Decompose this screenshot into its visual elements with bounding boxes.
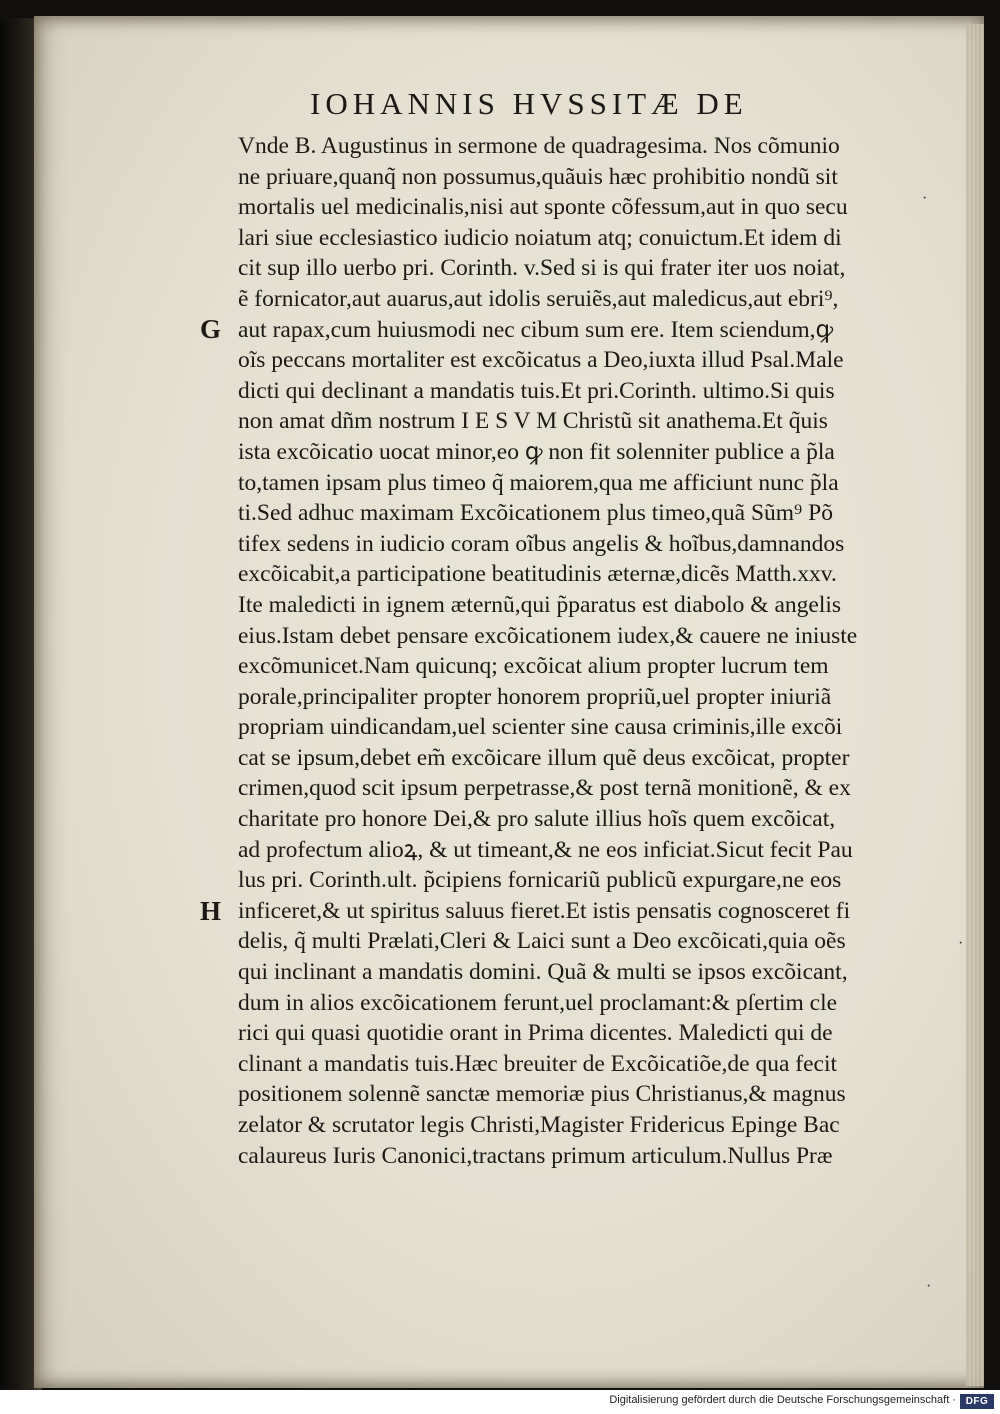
page-edges [966, 24, 984, 1386]
text-line: aut rapax,cum huiusmodi nec cibum sum ere. Item sciendum,ꝙ [238, 316, 834, 343]
dfg-logo: DFG [960, 1394, 994, 1409]
text-line: propriam uindicandam,uel scienter sine causa criminis,ille excõi [238, 714, 843, 741]
text-line: cat se ipsum,debet em̃ excõicare illum quẽ deus excõicat, propter [238, 744, 850, 771]
text-line: crimen,quod scit ipsum perpetrasse,& post ternã monitionẽ, & ex [238, 775, 851, 802]
text-line: dicti qui declinant a mandatis tuis.Et pri.Corinth. ultimo.Si quis [238, 377, 835, 404]
text-line: delis, q̃ multi Prælati,Cleri & Laici sunt a Deo excõicati,quia oẽs [238, 928, 846, 955]
ink-speck: · [922, 190, 928, 207]
ink-speck: · [926, 1278, 932, 1295]
text-line: porale,principaliter propter honorem propriũ,uel propter iniuriã [238, 683, 832, 710]
text-line: ad profectum alioꝝ, & ut timeant,& ne eos inficiat.Sicut fecit Pau [238, 836, 853, 863]
text-line: Ite maledicti in ignem æternũ,qui p̃paratus est diabolo & angelis [238, 591, 842, 618]
funding-credit: Digitalisierung gefördert durch die Deutsche Forschungsgemeinschaft · [609, 1394, 956, 1406]
body-text [238, 131, 938, 1171]
text-line: qui inclinant a mandatis domini. Quã & multi se ipsos excõicant, [238, 959, 848, 986]
text-line: ista excõicatio uocat minor,eo ꝙ non fit solenniter publice a p̃la [238, 438, 835, 465]
text-line: mortalis uel medicinalis,nisi aut sponte cõfessum,aut in quo secu [238, 194, 848, 221]
text-line: Vnde B. Augustinus in sermone de quadragesima. Nos cõmunio [238, 133, 840, 159]
margin-mark-h: H [200, 896, 222, 926]
text-line: clinant a mandatis tuis.Hæc breuiter de Excõicatiõe,de qua fecit [238, 1050, 838, 1077]
text-line: charitate pro honore Dei,& pro salute illius hoĩs quem excõicat, [238, 806, 836, 833]
text-line: lus pri. Corinth.ult. p̃cipiens fornicariũ publicũ expurgare,ne eos [238, 867, 842, 894]
text-line: non amat dñm nostrum I E S V M Christũ sit anathema.Et q̃uis [238, 408, 828, 435]
text-line: to,tamen ipsam plus timeo q̃ maiorem,qua me afficiunt nunc p̃la [238, 469, 839, 496]
text-line: eius.Istam debet pensare excõicationem iudex,& cauere ne iniuste [238, 622, 858, 649]
text-line: rici qui quasi quotidie orant in Prima dicentes. Maledicti qui de [238, 1020, 833, 1047]
running-head: IOHANNIS HVSSITÆ DE [310, 86, 748, 121]
text-line: dum in alios excõicationem ferunt,uel proclamant:& pſertim cle [238, 989, 838, 1016]
text-line: excõicabit,a participatione beatitudinis æternæ,dicẽs Matth.xxv. [238, 561, 837, 588]
text-line: cit sup illo uerbo pri. Corinth. v.Sed si is qui frater iter uos noiat, [238, 255, 846, 282]
text-line: zelator & scrutator legis Christi,Magister Fridericus Epinge Bac [238, 1112, 840, 1138]
text-line: lari siue ecclesiastico iudicio noiatum atq; conuictum.Et idem di [238, 224, 842, 251]
text-line: ne priuare,quanq̃ non possumus,quãuis hæc prohibitio nondũ sit [238, 163, 838, 190]
text-line: ti.Sed adhuc maximam Excõicationem plus timeo,quã Sũm⁹ Põ [238, 500, 833, 527]
text-line: oĩs peccans mortaliter est excõicatus a Deo,iuxta illud Psal.Male [238, 347, 844, 374]
margin-mark-g: G [200, 314, 222, 344]
ink-speck: · [958, 935, 964, 952]
text-line: calaureus Iuris Canonici,tractans primum articulum.Nullus Præ [238, 1142, 833, 1169]
digitization-footer [0, 1390, 1000, 1414]
text-line: positionem solennẽ sanctæ memoriæ pius Christianus,& magnus [238, 1081, 846, 1108]
text-line: ẽ fornicator,aut auarus,aut idolis seruiẽs,aut maledicus,aut ebri⁹, [238, 285, 839, 312]
text-line: excõmunicet.Nam quicunq; excõicat alium propter lucrum tem [238, 653, 829, 680]
text-line: inficeret,& ut spiritus saluus fieret.Et istis pensatis cognosceret fi [238, 897, 851, 924]
text-line: tifex sedens in iudicio coram oĩbus angelis & hoĩbus,damnandos [238, 530, 845, 557]
